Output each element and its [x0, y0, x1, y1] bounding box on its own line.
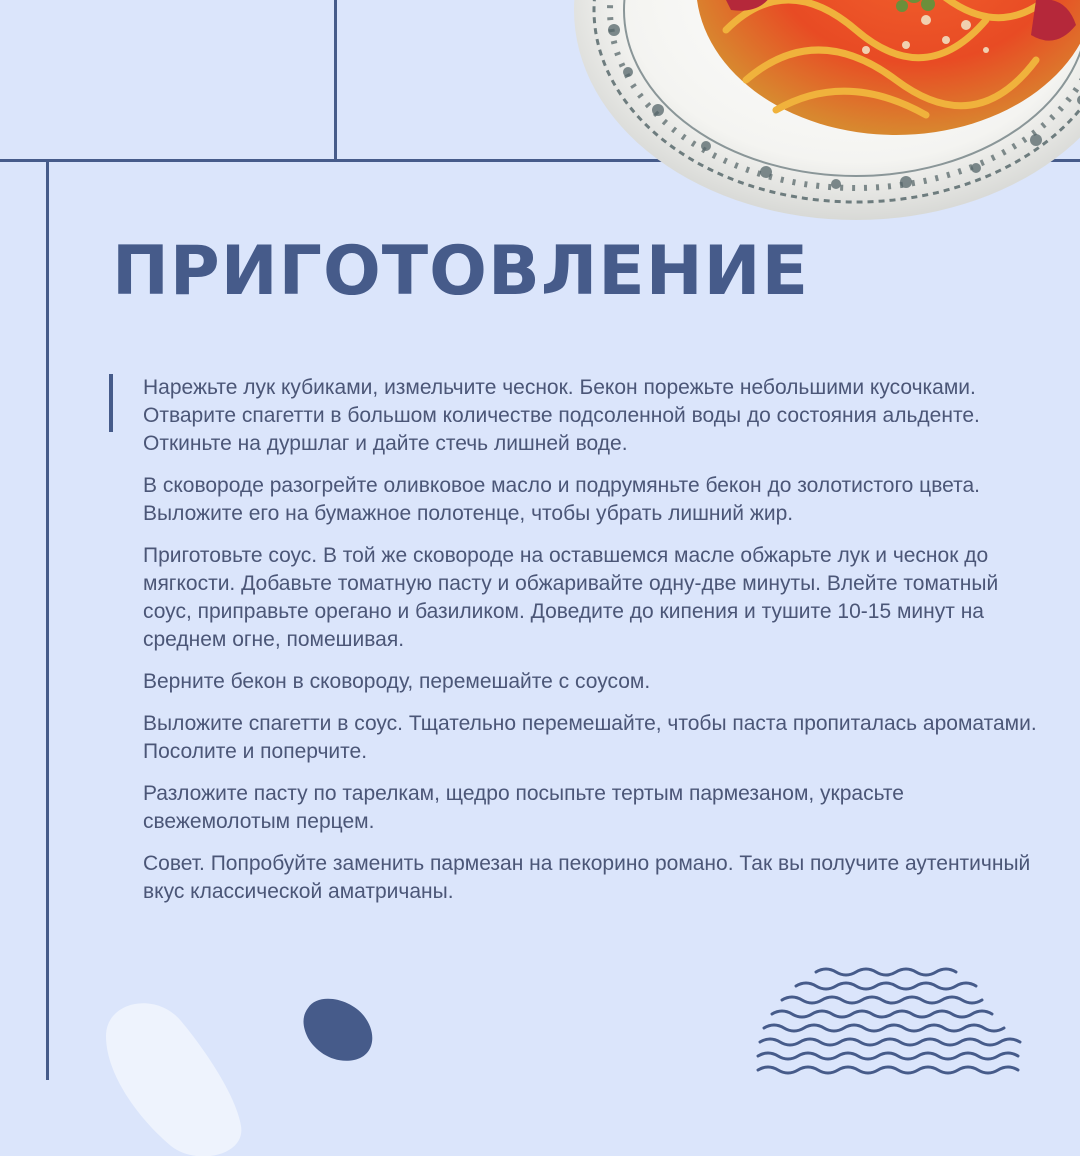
step-2: В сковороде разогрейте оливковое масло и подрумяньте бекон до золотистого цвета. Выложите его на бумажное полотенце, чтобы убрать лишний жир. — [143, 474, 980, 525]
pasta-plate-image — [566, 0, 1080, 220]
decorative-waves — [756, 962, 1036, 1082]
step-7-tip: Совет. Попробуйте заменить пармезан на пекорино романо. Так вы получите аутентичный вкус классической аматричаны. — [143, 852, 1031, 903]
step-6: Разложите пасту по тарелкам, щедро посыпьте тертым пармезаном, украсьте свежемолотым перцем. — [143, 782, 904, 833]
step-3: Приготовьте соус. В той же сковороде на оставшемся масле обжарьте лук и чеснок до мягкости. Добавьте томатную пасту и обжаривайте одну-две минуты. Влейте томатный соус, приправьте орегано и базиликом. Доведите до кипения и тушите 10-15 минут на среднем огне, помешивая. — [143, 544, 999, 651]
decorative-light-shape — [96, 996, 246, 1156]
steps-list — [143, 374, 1048, 920]
step-1: Нарежьте лук кубиками, измельчите чеснок. Бекон порежьте небольшими кусочками. Отварите спагетти в большом количестве подсоленной воды до состояния альденте. Откиньте на дуршлаг и дайте стечь лишней воде. — [143, 376, 980, 455]
accent-bar — [109, 374, 113, 432]
decorative-dark-blob — [300, 996, 376, 1062]
step-4: Верните бекон в сковороду, перемешайте с соусом. — [143, 670, 651, 693]
frame-top-vertical-line — [334, 0, 337, 161]
step-5: Выложите спагетти в соус. Тщательно перемешайте, чтобы паста пропиталась ароматами. Посолите и поперчите. — [143, 712, 1037, 763]
page-title: ПРИГОТОВЛЕНИЕ — [112, 232, 810, 311]
frame-left-vertical-line — [46, 160, 49, 1080]
